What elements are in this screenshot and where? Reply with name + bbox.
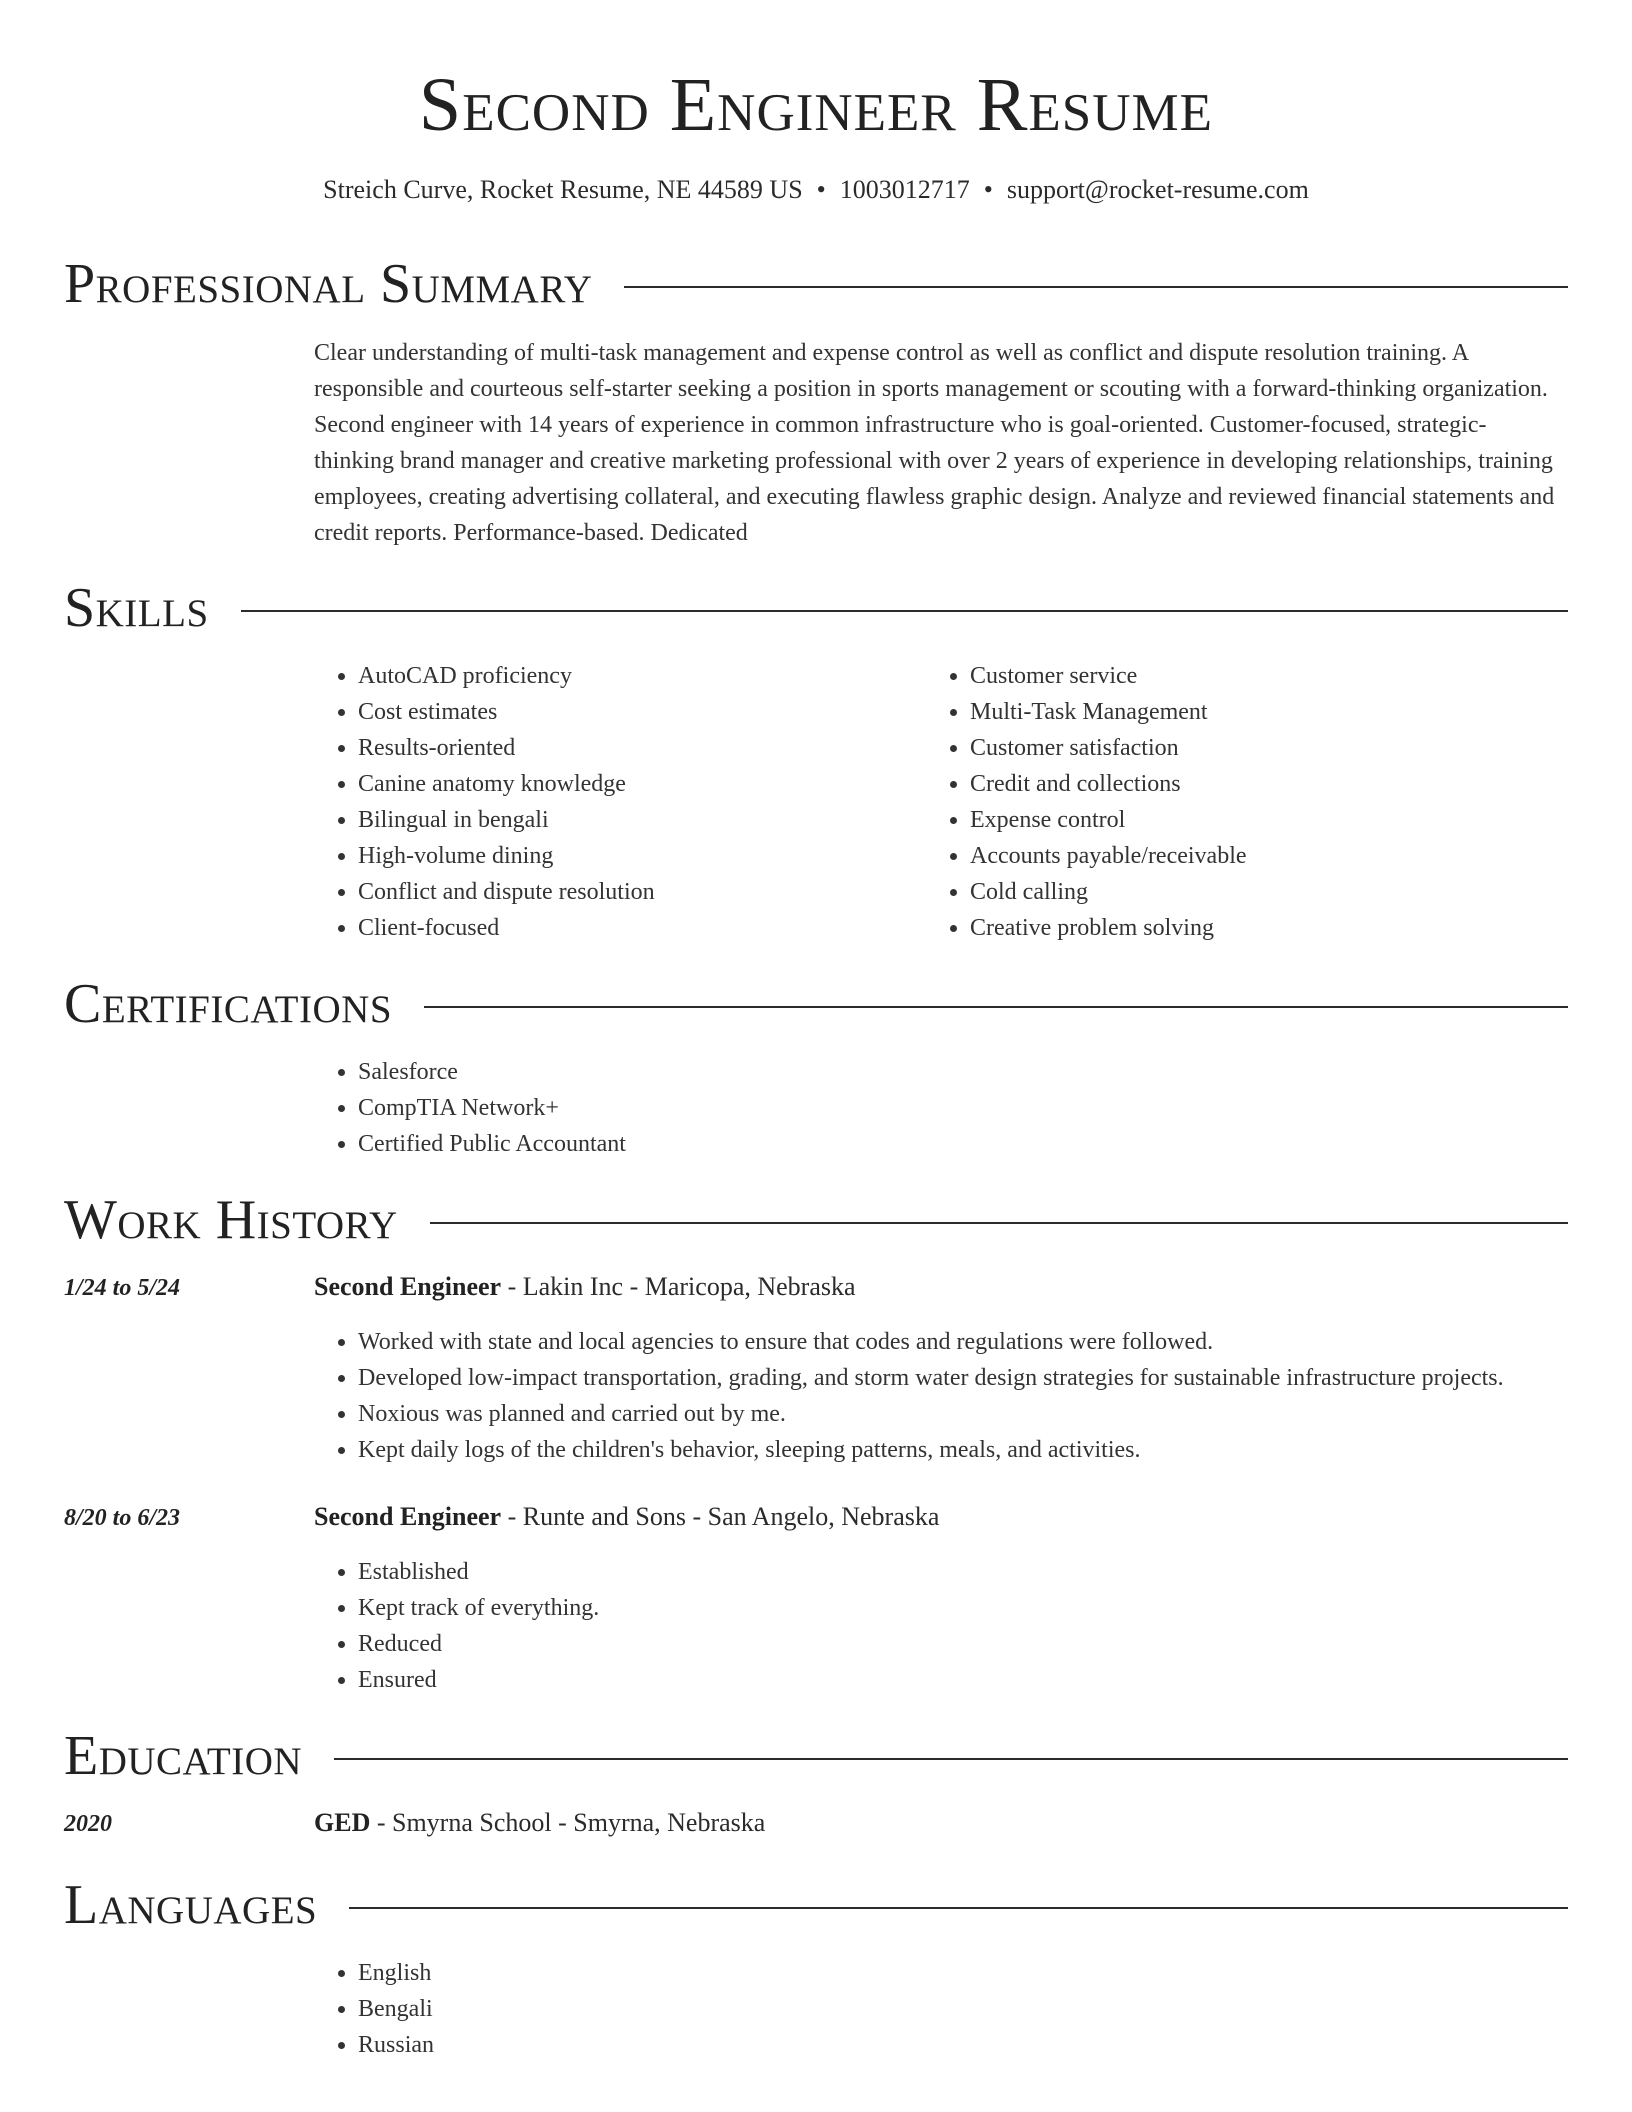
summary-text: Clear understanding of multi-task management and expense control as well as conflict and dispute resolution training. A responsible and courteous self-starter seeking a position in sports management or scouting with a forward-thinking organization. Second engineer with 14 years of experience in common infrastructure who is goal-oriented. Customer-focused, strategic-thinking brand manager and creative marketing professional with over 2 years of experience in developing relationships, training employees, creating advertising collateral, and executing flawless graphic design. Analyze and reviewed financial statements and credit reports. Performance-based. Dedicated [314,340,1555,546]
skill-item: • Credit and collections [970,766,1526,802]
skills-column-right [926,658,1526,946]
section-heading-certifications [64,972,1568,1036]
contact-phone: 1003012717 [839,175,970,204]
job-duty-item: • Worked with state and local agencies to ensure that codes and regulations were followed. [358,1324,1574,1360]
language-item: • Russian [358,2027,1574,2063]
section-title: Education [64,1725,303,1787]
job-dates: 1/24 to 5/24 [64,1275,181,1301]
section-divider [349,1907,1568,1909]
job-company-location: - Runte and Sons - San Angelo, Nebraska [501,1502,940,1531]
job-title: Second Engineer [314,1502,502,1531]
job-duty-item: • Developed low-impact transportation, grading, and storm water design strategies for sustainable infrastructure projects. [358,1360,1574,1396]
job-dates: 8/20 to 6/23 [64,1505,181,1531]
section-title: Languages [64,1874,318,1936]
certification-item: • Certified Public Accountant [358,1126,1574,1162]
section-title: Skills [64,577,209,639]
skill-item: • Canine anatomy knowledge [358,766,914,802]
section-divider [241,610,1568,612]
skill-item: • Conflict and dispute resolution [358,874,914,910]
section-heading-summary [64,252,1568,316]
certification-item: • CompTIA Network+ [358,1090,1574,1126]
job-duties-list [314,1324,1574,1468]
section-title: Work History [64,1189,398,1251]
skill-item: • Customer service [970,658,1526,694]
contact-email[interactable]: support@rocket-resume.com [1006,175,1309,204]
skill-item: • Multi-Task Management [970,694,1526,730]
job-duty-item: • Ensured [358,1662,1574,1698]
section-heading-education [64,1724,1568,1788]
education-year: 2020 [64,1811,112,1837]
section-heading-languages [64,1873,1568,1937]
education-entry [314,1805,765,1841]
job-heading [314,1499,939,1535]
section-divider [424,1006,1568,1008]
job-duty-item: • Kept track of everything. [358,1590,1574,1626]
job-duty-item: • Kept daily logs of the children's behavior, sleeping patterns, meals, and activities. [358,1432,1574,1468]
section-divider [430,1222,1568,1224]
section-heading-work-history [64,1188,1568,1252]
contact-separator: • [816,175,826,204]
skill-item: • Accounts payable/receivable [970,838,1526,874]
skill-item: • Bilingual in bengali [358,802,914,838]
section-divider [334,1758,1568,1760]
skill-item: • Cold calling [970,874,1526,910]
skill-item: • Results-oriented [358,730,914,766]
contact-separator: • [983,175,993,204]
section-title: Certifications [64,973,393,1035]
languages-list [314,1955,1574,2063]
resume-title: Second Engineer Resume [418,63,1214,147]
section-divider [624,286,1568,288]
contact-address: Streich Curve, Rocket Resume, NE 44589 US [323,175,803,204]
skill-item: • Client-focused [358,910,914,946]
job-duties-list [314,1554,1574,1698]
skill-item: • Cost estimates [358,694,914,730]
job-title: Second Engineer [314,1272,502,1301]
job-duty-item: • Noxious was planned and carried out by me. [358,1396,1574,1432]
job-duty-item: • Established [358,1554,1574,1590]
certification-item: • Salesforce [358,1054,1574,1090]
skill-item: • Creative problem solving [970,910,1526,946]
skill-item: • AutoCAD proficiency [358,658,914,694]
skill-item: • Expense control [970,802,1526,838]
language-item: • English [358,1955,1574,1991]
job-heading [314,1269,856,1305]
language-item: • Bengali [358,1991,1574,2027]
contact-info [0,172,1632,208]
certifications-list [314,1054,1574,1162]
job-duty-item: • Reduced [358,1626,1574,1662]
education-school-location: - Smyrna School - Smyrna, Nebraska [370,1808,766,1837]
section-heading-skills [64,576,1568,640]
skill-item: • High-volume dining [358,838,914,874]
education-degree: GED [314,1808,371,1837]
job-company-location: - Lakin Inc - Maricopa, Nebraska [501,1272,856,1301]
skill-item: • Customer satisfaction [970,730,1526,766]
skills-column-left [314,658,914,946]
section-title: Professional Summary [64,253,593,315]
